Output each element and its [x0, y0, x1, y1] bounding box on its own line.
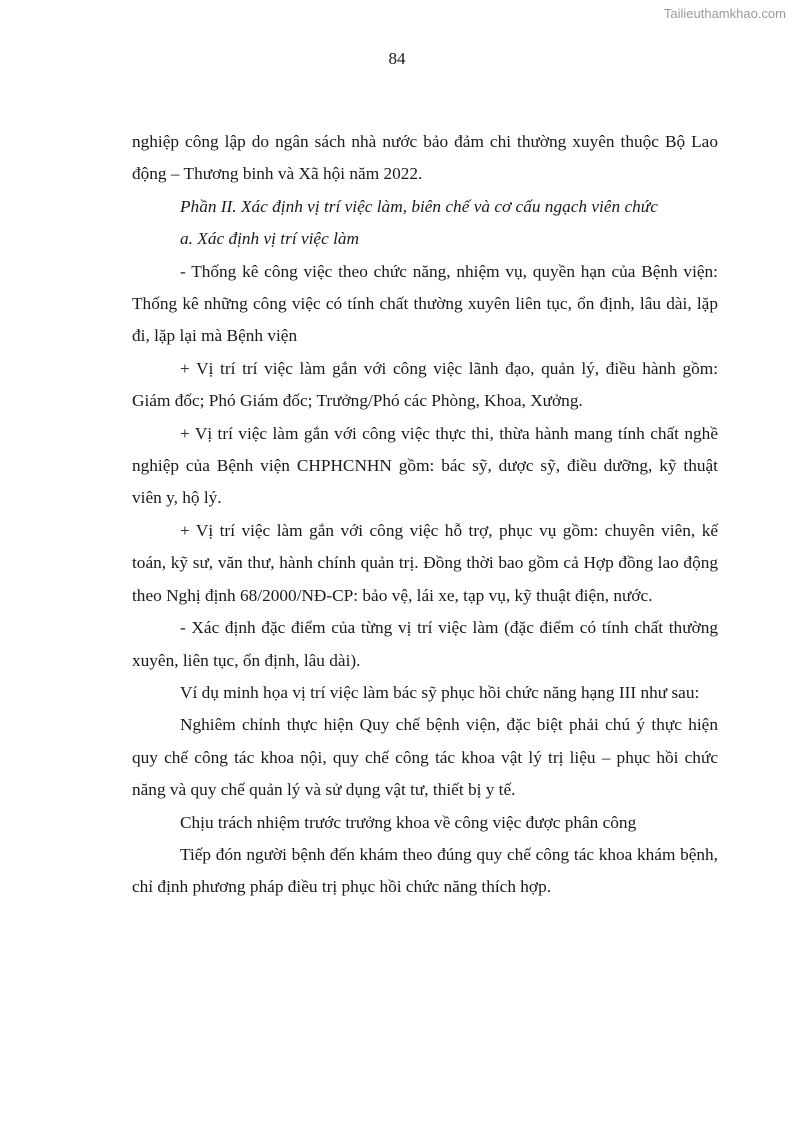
paragraph: Nghiêm chỉnh thực hiện Quy chế bệnh viện, đặc biệt phải chú ý thực hiện quy chế công tác khoa nội, quy chế công tác khoa vật lý trị liệu – phục hồi chức năng và quy chế quản lý và sử dụng vật tư, thiết bị y tế. — [132, 715, 718, 800]
paragraph: - Thống kê công việc theo chức năng, nhiệm vụ, quyền hạn của Bệnh viện: Thống kê những công việc có tính chất thường xuyên liên tục, ổn định, lâu dài, lặp đi, lặp lại mà Bệnh viện — [132, 261, 718, 346]
paragraph: Tiếp đón người bệnh đến khám theo đúng quy chế công tác khoa khám bệnh, chỉ định phương pháp điều trị phục hồi chức năng thích hợp. — [132, 844, 718, 897]
paragraph: Chịu trách nhiệm trước trưởng khoa về công việc được phân công — [180, 812, 637, 832]
paragraph: - Xác định đặc điểm của từng vị trí việc làm (đặc điểm có tính chất thường xuyên, liên tục, ổn định, lâu dài). — [132, 618, 718, 670]
subsection-heading: a. Xác định vị trí việc làm — [180, 229, 360, 249]
paragraph: + Vị trí việc làm gắn với công việc thực thi, thừa hành mang tính chất nghề nghiệp của Bệnh viện CHPHCNHN gồm: bác sỹ, dược sỹ, điều dưỡng, kỹ thuật viên y, hộ lý. — [132, 423, 718, 508]
document-body — [132, 126, 718, 904]
watermark: Tailieuthamkhao.com — [663, 6, 786, 21]
paragraph: + Vị trí việc làm gắn với công việc hỗ trợ, phục vụ gồm: chuyên viên, kế toán, kỹ sư, văn thư, hành chính quản trị. Đồng thời bao gồm cả Hợp đồng lao động theo Nghị định 68/2000/NĐ-CP: bảo vệ, lái xe, tạp vụ, kỹ thuật điện, nước. — [132, 520, 718, 605]
section-heading: Phần II. Xác định vị trí việc làm, biên chế và cơ cấu ngạch viên chức — [180, 196, 658, 216]
paragraph: Ví dụ minh họa vị trí việc làm bác sỹ phục hồi chức năng hạng III như sau: — [180, 682, 700, 702]
page-number: 84 — [388, 49, 406, 68]
paragraph-continuation: nghiệp công lập do ngân sách nhà nước bảo đảm chi thường xuyên thuộc Bộ Lao động – Thương binh và Xã hội năm 2022. — [132, 132, 718, 184]
paragraph: + Vị trí trí việc làm gắn với công việc lãnh đạo, quản lý, điều hành gồm: Giám đốc; Phó Giám đốc; Trưởng/Phó các Phòng, Khoa, Xưởng. — [132, 358, 718, 411]
